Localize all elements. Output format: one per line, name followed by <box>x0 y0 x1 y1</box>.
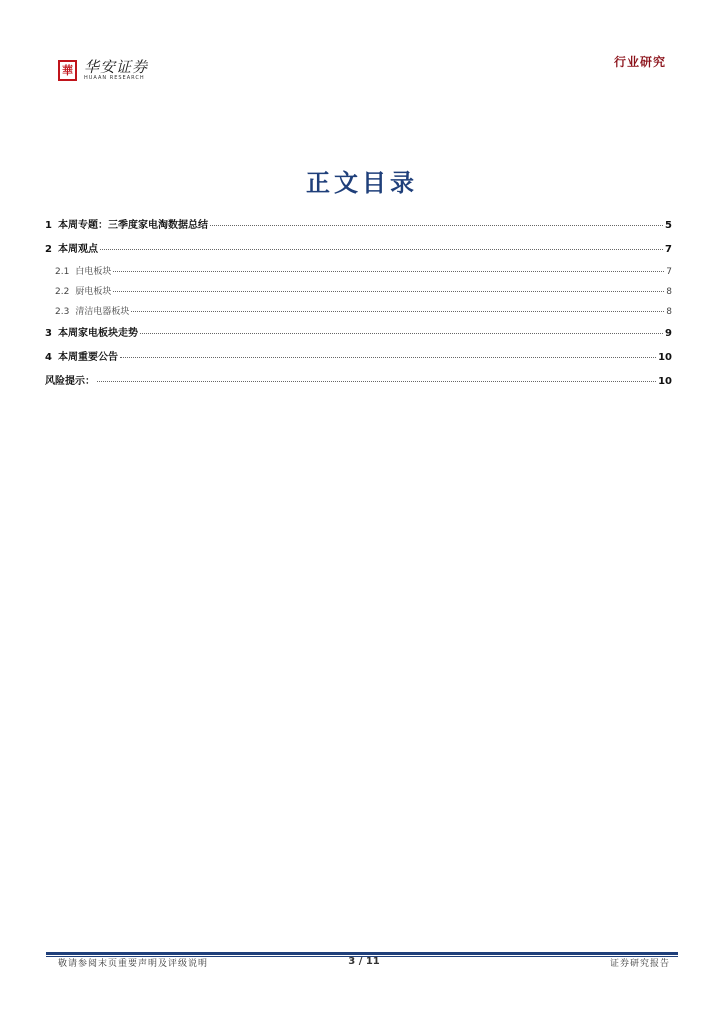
page-footer <box>58 956 670 972</box>
toc-entry-page: 7 <box>665 244 672 255</box>
toc-leader-dots <box>113 291 664 292</box>
toc-leader-dots <box>100 249 663 250</box>
footer-divider <box>46 952 678 955</box>
toc-leader-dots <box>97 381 656 382</box>
logo-text <box>84 59 148 82</box>
page-number: 3 / 11 <box>348 956 380 967</box>
logo-mark-icon: 華 <box>58 60 77 81</box>
toc-entry-number: 2 <box>45 244 52 255</box>
toc-entry-page: 10 <box>658 376 672 387</box>
toc-entry-number: 3 <box>45 328 52 339</box>
toc-entry-label: 白电板块 <box>75 267 112 277</box>
toc-entry-number: 2.3 <box>55 307 70 317</box>
footer-report-type: 证券研究报告 <box>609 959 670 969</box>
toc-entry-number: 4 <box>45 352 52 363</box>
toc-entry[interactable] <box>45 240 672 264</box>
toc-subentry[interactable] <box>45 264 672 284</box>
toc-entry-label: 本周专题：三季度家电淘数据总结 <box>57 220 208 231</box>
company-logo <box>58 59 148 82</box>
toc-entry-number: 2.2 <box>55 287 70 297</box>
table-of-contents <box>45 216 672 396</box>
section-tag: 行业研究 <box>613 55 666 69</box>
toc-entry[interactable] <box>45 348 672 372</box>
toc-entry[interactable] <box>45 372 672 396</box>
toc-leader-dots <box>140 333 663 334</box>
toc-entry-label: 本周家电板块走势 <box>57 328 138 339</box>
toc-entry-page: 10 <box>658 352 672 363</box>
toc-entry-label: 本周重要公告 <box>57 352 118 363</box>
logo-en-name: HUAAN RESEARCH <box>84 75 145 81</box>
footer-disclaimer: 敬请参阅末页重要声明及评级说明 <box>58 959 209 969</box>
toc-entry-page: 8 <box>666 307 672 317</box>
toc-entry-page: 7 <box>666 267 672 277</box>
toc-entry[interactable] <box>45 216 672 240</box>
toc-subentry[interactable] <box>45 304 672 324</box>
toc-title: 正文目录 <box>306 169 418 197</box>
toc-entry-page: 5 <box>665 220 672 231</box>
toc-entry-label: 厨电板块 <box>75 287 112 297</box>
toc-subentry[interactable] <box>45 284 672 304</box>
toc-entry-page: 9 <box>665 328 672 339</box>
toc-entry-label: 风险提示： <box>45 376 95 387</box>
toc-entry-number: 1 <box>45 220 52 231</box>
toc-entry-label: 本周观点 <box>57 244 98 255</box>
toc-entry[interactable] <box>45 324 672 348</box>
page-header <box>0 0 724 90</box>
toc-leader-dots <box>210 225 663 226</box>
toc-leader-dots <box>120 357 656 358</box>
toc-entry-label: 清洁电器板块 <box>75 307 130 317</box>
toc-entry-page: 8 <box>666 287 672 297</box>
toc-entry-number: 2.1 <box>55 267 70 277</box>
logo-cn-name: 华安证券 <box>84 58 149 76</box>
toc-leader-dots <box>131 311 664 312</box>
toc-leader-dots <box>113 271 664 272</box>
